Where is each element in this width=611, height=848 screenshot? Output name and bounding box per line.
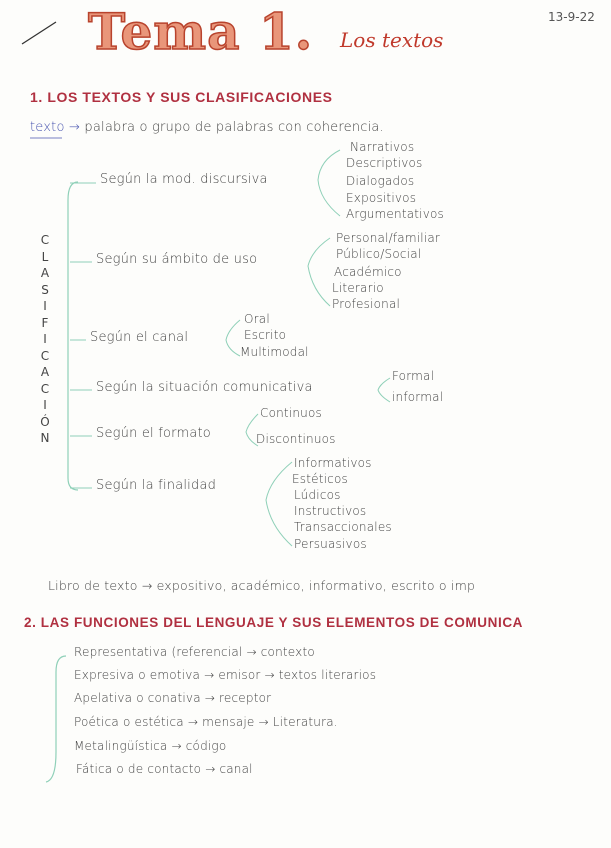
group-item: Público/Social <box>336 247 422 261</box>
function-item: Poética o estética → mensaje → Literatura. <box>74 715 338 729</box>
vertical-letter: I <box>43 299 47 313</box>
date: 13-9-22 <box>548 10 595 24</box>
section1-heading: 1. LOS TEXTOS Y SUS CLASIFICACIONES <box>30 89 333 105</box>
group-item: Informativos <box>294 456 372 470</box>
group-item: Argumentativos <box>346 207 445 221</box>
group-item: Oral <box>244 312 270 326</box>
group-item: Dialogados <box>346 174 415 188</box>
arrow-icon: → <box>68 120 81 135</box>
function-item: Representativa (referencial → contexto <box>74 645 315 659</box>
page-subtitle: Los textos <box>340 28 444 52</box>
function-item: Fática o de contacto → canal <box>76 762 253 776</box>
group-label-finalidad: Según la finalidad <box>96 478 217 493</box>
group-item: Multimodal <box>240 345 309 359</box>
group-item: Continuos <box>260 406 322 420</box>
group-label-ambito: Según su ámbito de uso <box>96 252 258 267</box>
definition-line <box>30 120 384 135</box>
function-item: Expresiva o emotiva → emisor → textos literarios <box>74 668 377 682</box>
vertical-letter: Ó <box>40 414 50 429</box>
vertical-letter: F <box>41 315 49 330</box>
group-label-situacion: Según la situación comunicativa <box>96 380 313 395</box>
group-item: Instructivos <box>294 504 367 518</box>
vertical-letter: S <box>41 282 49 297</box>
group-item: Expositivos <box>346 191 417 205</box>
vertical-letter: N <box>40 431 50 445</box>
function-item: Metalingüística → código <box>74 739 227 753</box>
definition-term: texto <box>30 120 65 135</box>
vertical-letter: C <box>40 381 50 396</box>
group-item: Académico <box>334 265 402 279</box>
vertical-letter: A <box>40 365 50 379</box>
vertical-letter: C <box>40 348 50 363</box>
group-item: Personal/familiar <box>336 231 441 245</box>
group-item: Descriptivos <box>346 156 423 170</box>
group-item: Discontinuos <box>256 432 336 446</box>
example-line: Libro de texto → expositivo, académico, informativo, escrito o imp <box>48 578 476 593</box>
group-item: Escrito <box>244 328 287 342</box>
vertical-letter: I <box>43 398 47 412</box>
vertical-letter: C <box>40 233 50 247</box>
group-item: Transaccionales <box>294 520 392 534</box>
group-item: Lúdicos <box>294 488 341 502</box>
group-item: Narrativos <box>350 140 415 154</box>
function-item: Apelativa o conativa → receptor <box>74 691 272 705</box>
group-item: informal <box>392 390 444 404</box>
vertical-letter: I <box>43 332 47 346</box>
group-item: Persuasivos <box>294 537 367 551</box>
group-label-canal: Según el canal <box>90 330 189 345</box>
vertical-letter: A <box>40 266 50 280</box>
vertical-letter: L <box>41 249 49 264</box>
group-label-modalidad: Según la mod. discursiva <box>100 172 268 187</box>
group-item: Estéticos <box>292 472 348 486</box>
group-item: Formal <box>392 369 435 383</box>
section2-heading: 2. LAS FUNCIONES DEL LENGUAJE Y SUS ELEMENTOS DE COMUNICA <box>24 615 524 630</box>
definition-text: palabra o grupo de palabras con coherencia. <box>84 120 384 135</box>
group-label-formato: Según el formato <box>96 426 211 441</box>
group-item: Profesional <box>332 297 401 311</box>
group-item: Literario <box>332 281 384 295</box>
page-title: Tema 1. <box>88 2 314 61</box>
vertical-label <box>38 232 52 447</box>
